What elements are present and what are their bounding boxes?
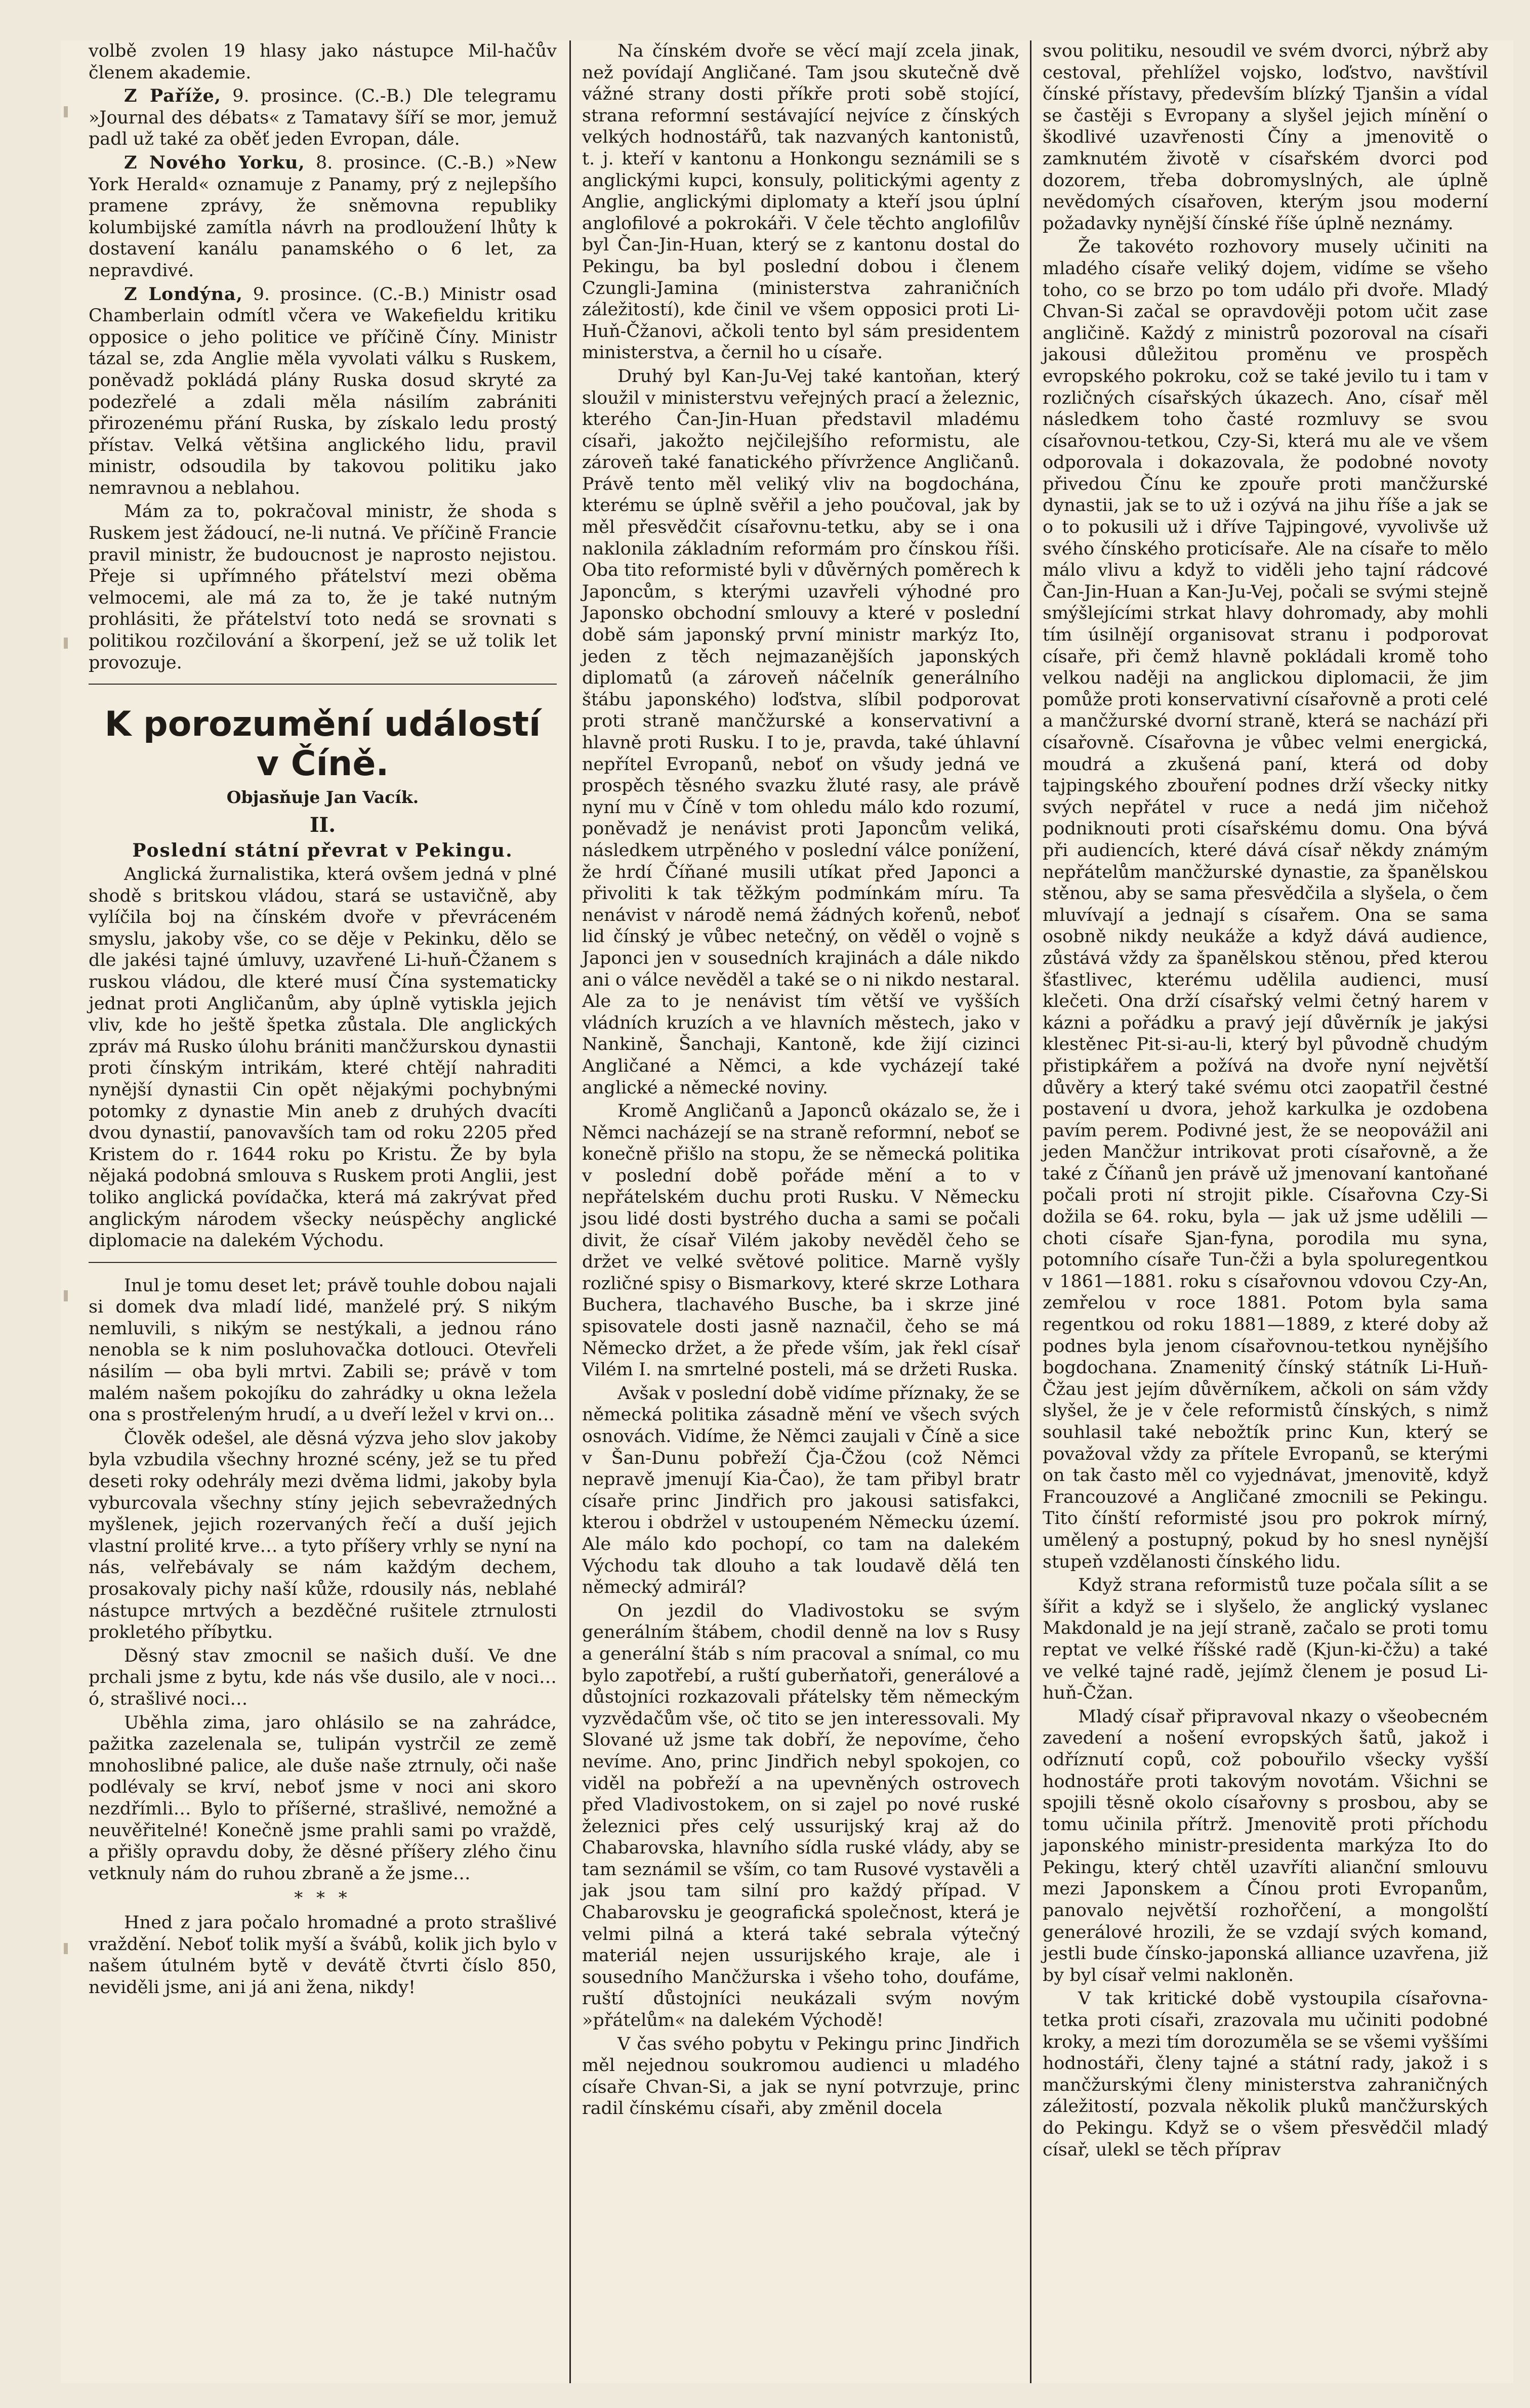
paragraph: Anglická žurnalistika, která ovšem jedná v plné shodě s britskou vládou, stará se ustavičně, aby vylíčila boj na čínském dvoře v převráceném smyslu, jakoby vše, co se děje v Pekinku, dělo se dle jakési tajné úmluvy, uzavřené Li-huň-Čžanem s ruskou vládou, dle které musí Čína systematicky jednat proti Angličanům, aby úplně vytiskla jejich vliv, kde ho ještě špetka zůstala. Dle anglických zpráv má Rusko úlohu brániti mančžurskou dynastii proti čínským intrikám, které chtějí nahraditi nynější dynastii Cin opět nějakými pochybnými potomky z dynastie Min aneb z druhých dvacíti dvou dynastií, panovavších tam od roku 2205 před Kristem do r. 1644 roku po Kristu. Že by byla nějaká podobná smlouva s Ruskem proti Anglii, jest toliko anglická povídačka, která má zakrývat před anglickým národem všecky neúspěchy anglické diplomacie na dalekém Východu. xyxy=(89,864,557,1251)
dateline: Z Londýna, xyxy=(124,283,243,305)
item-text: 9. prosince. (C.-B.) Dle telegramu »Journal des débats« z Tamatavy šíří se mor, jemuž padl už také za oběť jeden Evropan, dále. xyxy=(89,86,557,150)
newspaper-page xyxy=(61,40,1513,2383)
article-byline: Objasňuje Jan Vacík. xyxy=(226,787,419,808)
item-text: 8. prosince. (C.-B.) »New York Herald« oznamuje z Panamy, prý z nejlepšího pramene zprávy, že sněmovna republiky kolumbijské zamítla návrh na prodloužení lhůty k dostavení kanálu panamského o 6 let, za nepravdivé. xyxy=(89,152,557,281)
paragraph: Mám za to, pokračoval ministr, že shoda s Ruskem jest žádoucí, ne-li nutná. Ve příčině Francie pravil ministr, že budoucnost je naprosto nejistou. Přeje si upřímného přátelství mezi oběma velmocemi, ale má za to, že je také nutným prohlásiti, že přátelství toto nedá se srovnati s politikou rozčilování a škorpení, jež se už tolik let provozuje. xyxy=(89,501,557,673)
dateline: Z Paříže, xyxy=(124,86,221,107)
part-number: II. xyxy=(309,813,336,837)
margin-mark xyxy=(64,638,68,649)
margin-mark xyxy=(64,1290,68,1301)
column-3 xyxy=(1043,40,1488,2163)
section-rule xyxy=(89,1262,557,1263)
column-rule xyxy=(1030,40,1031,2383)
paragraph: Když strana reformistů tuze počala sílit a se šířit a když se i slyšelo, že anglický vyslanec Makdonald je na její straně, začalo se proti tomu reptat ve velké říšské radě (Kjun-ki-čžu) a také ve velké tajné radě, jejímž členem je posud Li-huň-Čžan. xyxy=(1043,1575,1488,1704)
section-subhead: Poslední státní převrat v Pekingu. xyxy=(132,840,513,862)
paragraph: On jezdil do Vladivostoku se svým generálním štábem, chodil denně na lov s Rusy a generální štáb s ním pracoval a snímal, co mu bylo zapotřebí, a ruští guberňatoři, generálové a důstojníci rozkazovali přátelsky těm německým vyzvědačům vše, oč tito se jen interessovali. My Slované už jsme tak dobří, že nepovíme, čeho nevíme. Ano, princ Jindřich nebyl spokojen, co viděl na pobřeží a na upevněných ostrovech před Vladivostokem, on si zajel po nové ruské železnici přes celý ussurijský kraj až do Chabarovska, hlavního sídla ruské vlády, aby se tam seznámil se vším, co tam Rusové vystavěli a jak jsou tam silní pro každý případ. V Chabarovsku je geografická společnost, která je velmi pilná a která také sebrala výtečný materiál nejen ussurijského kraje, ale i sousedního Mančžurska i všeho toho, doufáme, ruští důstojníci neukázali svým novým »přátelům« na dalekém Východě! xyxy=(582,1600,1020,2031)
paragraph: Že takovéto rozhovory musely učiniti na mladého císaře veliký dojem, vidíme se všeho toho, co se brzo po tom událo při dvoře. Mladý Chvan-Si začal se opravdověji potom učit zase angličině. Každý z ministrů pozoroval na císaři jakousi důležitou proměnu ve prospěch evropského pokroku, což se také jevilo tu i tam v rozličných císařských úkazech. Ano, císař měl následkem toho časté rozmluvy se svou císařovnou-tetkou, Czy-Si, která mu ale ve všem odporovala i dokazovala, že podobné novoty přivedou Čínu ke zpouře proti mančžurské dynastii, jak se to už i ozývá na jihu říše a jak se o to pokusili už i dříve Tajpingové, vyvolivše už svého čínského proticísaře. Ale na císaře to mělo málo vlivu a když to viděli jeho tajní rádcové Čan-Jin-Huan a Kan-Ju-Vej, počali se svými stejně smýšlejícími strkat hlavy dohromady, aby mohli tím úsilnějí organisovat stranu i podporovat císaře, při čemž hlavně pokládali kromě toho velkou naději na anglickou diplomacii, že jim pomůže proti konservativní císařovně a proti celé a mančžurské dvorní straně, která se nachází při císařovně. Císařovna je vůbec velmi energická, moudrá a zkušená paní, která od doby tajpingského zbouření podnes drží všecky nitky svých nepřátel v ruce a nedá jim ničehož podniknouti proti císařskému domu. Ona bývá při audiencích, které dává císař někdy známým nepřátelům mančžurské dynastie, za španělskou stěnou, aby se sama přesvědčila a slyšela, o čem mluvívají a jednají s císařem. Ona se sama osobně nikdy neukáže a když dává audience, zůstává vždy za španělskou stěnou, před kterou šťastlivec, kterému udělila audienci, musí klečeti. Ona drží císařský velmi četný harem v kázni a pořádku a pravý její důvěrník je jakýsi klestěnec Pit-si-au-li, který byl původně chudým přistipkářem a požívá na dvoře nyní největší důvěry a který také svému otci zaopatřil čestné postavení u dvora, jehož karkulka je ozdobena pavím perem. Podivné jest, že se neopovážil ani jeden Mančžur intrikovat proti císařovně, a že také z Číňanů jen právě už jmenovaní kantoňané počali proti ní strojit pikle. Císařovna Czy-Si dožila se 64. roku, byla — jak už jsme udělili — choti císaře Sjan-fyna, porodila mu syna, potomního císaře Tun-čži a byla spoluregentkou v 1861—1881. roku s císařovnou vdovou Czy-An, zemřelou v roce 1881. Potom byla sama regentkou od roku 1881—1889, z které doby až podnes byla jenom císařovnou-tetkou nynějšího bogdochana. Znamenitý čínský státník Li-Huň-Čžau jest jejím důvěrníkem, ačkoli on sám vždy slyšel, že je v čele reformistů čínských, s nimž souhlasil také nebožtík princ Kun, který se považoval vždy za přítele Evropanů, se kterými on tak často měl co vyjednávat, jmenovitě, když Francouzové a Angličané zmocnili se Pekingu. Tito čínští reformisté jsou pro pokrok mírný, umělený a postupný, pokud by ho snesl nynější stupeň vzdělanosti čínského lidu. xyxy=(1043,237,1488,1572)
paragraph: Děsný stav zmocnil se našich duší. Ve dne prchali jsme z bytu, kde nás vše dusilo, ale v noci… ó, strašlivé noci… xyxy=(89,1645,557,1709)
article-headline: K porozumění událostí v Číně. xyxy=(104,704,541,784)
paragraph: Na čínském dvoře se věcí mají zcela jinak, než povídají Angličané. Tam jsou skutečně dvě vážné strany dosti příkře proti sobě stojící, strana reformní sestávající nejvíce z čínských velkých hodnostářů, tak nazvaných kantonistů, t. j. kteří v kantonu a Honkongu seznámili se s anglickými kupci, konsuly, politickými agenty z Anglie, anglickými diplomaty a kteří jsou úplní anglofilové a pokrokáři. V čele těchto anglofilův byl Čan-Jin-Huan, který se z kantonu dostal do Pekingu, ba byl poslední dobou i členem Czungli-Jamina (ministerstva zahraničních záležitostí), kde činil ve všem opposici proti Li-Huň-Čžanovi, ačkoli tento byl sám presidentem ministerstva, a černil ho u císaře. xyxy=(582,41,1020,363)
paragraph: V tak kritické době vystoupila císařovna-tetka proti císaři, zrazovala mu učiniti podobné kroky, a mezi tím dorozuměla se se všemi vyššími hodnostáři, členy tajné a státní rady, jakož i s mančžurskými členy ministerstva zahraničných záležitostí, pozvala několik pluků mančžurských do Pekingu. Když se o všem přesvědčil mladý císař, ulekl se těch příprav xyxy=(1043,1989,1488,2160)
news-item-london xyxy=(89,284,557,499)
news-item-paris xyxy=(89,86,557,150)
paragraph: volbě zvolen 19 hlasy jako nástupce Mil-hačův členem akademie. xyxy=(89,41,557,83)
column-1 xyxy=(89,40,557,2000)
paragraph: svou politiku, nesoudil ve svém dvorci, nýbrž aby cestoval, přehlížel vojsko, loďstvo, navštívil čínské přístavy, především blízký Tjanšin a vídal se častěji s Evropany a slyšel jejich mínění o škodlivé uzavřenosti Číny a jmenovitě o zamknutém životě v císařském dvorci pod dozorem, třeba dobromyslných, ale úplně nevědomých císařoven, kterým jsou moderní požadavky nynější čínské říše úplně neznámy. xyxy=(1043,41,1488,234)
section-rule xyxy=(89,684,557,685)
margin-mark xyxy=(64,106,68,117)
dateline: Z Nového Yorku, xyxy=(124,152,305,173)
section-stars: * * * xyxy=(294,1888,351,1909)
paragraph: Inul je tomu deset let; právě touhle dobou najali si domek dva mladí lidé, manželé prý. S nikým nemluvili, s nikým se nestýkali, a jednou ráno nenobla se k nim posluhovačka dotlouci. Otevřeli násilím — oba byli mrtvi. Zabili se; právě v tom malém našem pokojíku do zahrádky u okna ležela ona s prostřeleným hrudí, a u dveří ležel v krvi on… xyxy=(89,1275,557,1425)
paragraph: Kromě Angličanů a Japonců okázalo se, že i Němci nacházejí se na straně reformní, neboť se konečně přišlo na stopu, že se německá politika v poslední době pořáde mění a to v nepřátelském duchu proti Rusku. V Německu jsou lidé dosti bystrého ducha a sami se počali divit, že císař Vilém jakoby nevěděl čeho se držet ve velké světové politice. Marně vyšly rozličné spisy o Bismarkovy, které skrze Lothara Buchera, tlachavého Busche, ba i skrze jiné spisovatele dosti jasně naznačil, čeho se má Německo držet, a že přede vším, jak řekl císař Vilém I. na smrtelné posteli, má se držeti Ruska. xyxy=(582,1101,1020,1380)
paragraph: Hned z jara počalo hromadné a proto strašlivé vraždění. Neboť tolik myší a švábů, kolik jich bylo v našem útulném bytě v devátě čtvrti číslo 850, neviděli jsme, ani já ani žena, nikdy! xyxy=(89,1912,557,1998)
margin-mark xyxy=(64,1943,68,1954)
item-text: 9. prosince. (C.-B.) Ministr osad Chamberlain odmítl včera ve Wakefieldu kritiku opposice o jeho politice ve příčině Číny. Ministr tázal se, zda Anglie měla vyvolati válku s Ruskem, poněvadž pokládá plány Ruska dosud skryté za podezřelé a zdali měla násilím zabrániti přirozenému přání Ruska, by získalo ledu prostý přístav. Velká většina anglického lidu, pravil ministr, odsoudila by takovou politiku jako nemravnou a neblahou. xyxy=(89,284,557,498)
column-2 xyxy=(582,40,1020,2122)
paragraph: Člověk odešel, ale děsná výzva jeho slov jakoby byla vzbudila všechny hrozné scény, jež se tu před deseti roky odehrály mezi dvěma lidmi, jakoby byla vyburcovala všechny stíny jejich sebevražedných myšlenek, jejich rozervaných řečí a duší jejich vlastní prolité krve… a tyto příšery vrhly se nyní na nás, velřebávaly se nám každým dechem, prosakovaly pichy naší kůže, rdousily nás, neblahé nástupce mrtvých a bezděčné rušitele ztrnulosti prokletého příbytku. xyxy=(89,1428,557,1643)
paragraph: V čas svého pobytu v Pekingu princ Jindřich měl nejednou soukromou audienci u mladého císaře Chvan-Si, a jak se nyní potvrzuje, princ radil čínskému císaři, aby změnil docela xyxy=(582,2034,1020,2119)
news-item-new-york xyxy=(89,152,557,282)
paragraph: Druhý byl Kan-Ju-Vej také kantoňan, který sloužil v ministerstvu veřejných prací a železnic, kterého Čan-Jin-Huan představil mladému císaři, jakožto nejčilejšího reformistu, ale zároveň také fanatického přívržence Angličanů. Právě tento měl veliký vliv na bogdochána, kterému se úplně svěřil a jeho poučoval, jak by měl přesvědčit císařovnu-tetku, aby se i ona naklonila základním reformám pro čínskou říši. Oba tito reformisté byli v důvěrných poměrech k Japoncům, s kterými uzavřeli výhodné pro Japonsko obchodní smlouvy a které v poslední době sám japonský první ministr markýz Ito, jeden z těch nejmazanějších japonských diplomatů (a zároveň náčelník generálního štábu japonského) loďstva, slíbil podporovat proti straně mančžurské a konservativní a hlavně proti Rusku. I to je, pravda, také úhlavní nepřítel Evropanů, neboť on všudy jedná ve prospěch těsného svazku žluté rasy, ale právě nyní mu v Číně v tom ohledu málo kdo rozumí, poněvadž je nenávist proti Japoncům veliká, následkem utrpěného v poslední válce ponížení, že hrdí Číňané musili utíkat před Japonci a přivoliti k tak těžkým podmínkám míru. Ta nenávist v národě nemá žádných kořenů, neboť lid čínský je vůbec netečný, on věděl o vojně s Japonci jen v sousedních krajinách a dále nikdo ani o válce nevěděl a také se o ni nikdo nestaral. Ale za to je nenávist tím větší ve vyšších vládních kruzích a ve hlavních městech, jako v Nankině, Šanchaji, Kantoně, kde žijí cizinci Angličané a Němci, a kde vycházejí také anglické a německé noviny. xyxy=(582,366,1020,1098)
paragraph: Uběhla zima, jaro ohlásilo se na zahrádce, pažitka zazelenala se, tulipán vystrčil ze země mnohoslibné palice, ale duše naše ztrnuly, oči naše podlévaly se krví, neboť jsme v noci ani skoro nezdřímli… Bylo to příšerné, strašlivé, nemožné a neuvěřitelné! Konečně jsme prahli sami po vraždě, a přišly opravdu doby, že děsné příšery zlého činu vetknuly nám do ruhou zbraně a že jsme… xyxy=(89,1712,557,1884)
paragraph: Mladý císař připravoval nkazy o všeobecném zavedení a nošení evropských šatů, jakož i odříznutí copů, což pobouřilo všecky vyšší hodnostáře proti takovým novotám. Všichni se spojili těsně okolo císařovny s prosbou, aby se tomu učinila přítrž. Jmenovitě proti příchodu japonského ministr-presidenta markýza Ito do Pekingu, který chtěl uzavříti alianční smlouvu mezi Japonskem a Čínou proti Evropanům, panovalo největší rozhořčení, a mongolští generálové hrozili, že se vzdají svých komand, jestli bude čínsko-japonská alliance uzavřena, již by byl císař velmi nakloněn. xyxy=(1043,1706,1488,1985)
column-rule xyxy=(569,40,571,2383)
paragraph: Avšak v poslední době vidíme příznaky, že se německá politika zásadně mění ve všech svých osnovách. Vidíme, že Němci zaujali v Číně a sice v Šan-Dunu pobřeží Čja-Čžou (což Němci nepravě jmenují Kia-Čao), že tam přibyl bratr císaře princ Jindřich pro jakousi satisfakci, kterou i obdržel v ustoupeném Německu území. Ale málo kdo pochopí, co tam na dalekém Východu tak dlouho a tak loudavě dělá ten německý admirál? xyxy=(582,1383,1020,1598)
